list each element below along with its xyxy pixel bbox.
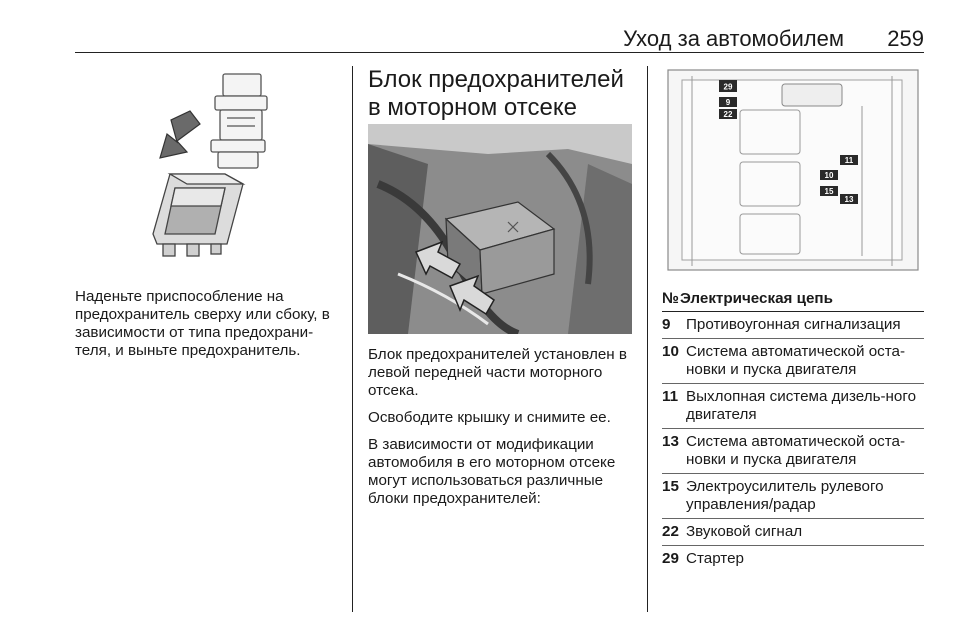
table-row xyxy=(662,312,924,339)
fuse-label-15-text: 15 xyxy=(824,187,834,196)
circuit-name: Выхлопная система дизель-ного двигателя xyxy=(686,388,917,423)
column-divider-left xyxy=(352,66,353,612)
fuse-number: 13 xyxy=(662,433,679,450)
column-header-circuit: Электрическая цепь xyxy=(680,290,833,307)
fuse-label-22-text: 22 xyxy=(723,110,733,119)
fuse-number: 29 xyxy=(662,550,679,567)
circuit-table xyxy=(662,289,924,572)
column-divider-right xyxy=(647,66,648,612)
fuse-layout-diagram xyxy=(662,66,924,276)
circuit-name: Противоугонная сигнализация xyxy=(686,316,901,333)
extraction-instructions: Наденьте приспособление на предохранитель сверху или сбоку, в зависимости от типа предохрани-теля, и выньте предохранитель. xyxy=(75,288,330,359)
fuse-number-label-9 xyxy=(719,97,737,107)
fuse-label-29-text: 29 xyxy=(723,82,733,92)
table-row xyxy=(662,474,924,519)
insert-arrow-icon xyxy=(160,111,200,158)
table-row xyxy=(662,519,924,546)
fuse-number-label-15 xyxy=(820,186,838,196)
circuit-name: Система автоматической оста-новки и пуска двигателя xyxy=(686,433,906,468)
fuse-extractor-illustration xyxy=(75,66,337,276)
fuse-number-label-10 xyxy=(820,170,838,180)
fuse-number-label-22 xyxy=(719,109,737,119)
header-title: Уход за автомобилем xyxy=(623,26,844,51)
fuse-number: 10 xyxy=(662,343,679,360)
fuse-box-description xyxy=(368,346,636,517)
location-paragraph: Блок предохранителей установлен в левой передней части моторного отсека. xyxy=(368,346,627,399)
section-heading: Блок предохранителей в моторном отсеке xyxy=(368,66,624,121)
table-row xyxy=(662,384,924,429)
fuse-number: 22 xyxy=(662,523,679,540)
cover-paragraph: Освободите крышку и снимите ее. xyxy=(368,409,611,426)
fuse-number-label-29 xyxy=(719,80,737,92)
engine-compartment-photo xyxy=(368,124,632,334)
table-row xyxy=(662,546,924,572)
table-row xyxy=(662,339,924,384)
variants-paragraph: В зависимости от модификации автомобиля в его моторном отсеке могут использоваться различные блоки предохранителей: xyxy=(368,436,616,507)
fuse-layout-drawing xyxy=(662,66,924,276)
circuit-name: Электроусилитель рулевого управления/радар xyxy=(686,478,884,513)
fuse-number: 9 xyxy=(662,316,671,333)
fuse-icon xyxy=(211,74,267,168)
table-row xyxy=(662,429,924,474)
column-header-number: № xyxy=(662,290,679,307)
fuse-label-10-text: 10 xyxy=(824,171,834,180)
fuse-puller-icon xyxy=(153,174,243,256)
fuse-number-label-13 xyxy=(840,194,858,204)
fuse-label-13-text: 13 xyxy=(844,195,854,204)
fuse-extractor-drawing xyxy=(75,66,337,276)
fuse-number: 15 xyxy=(662,478,679,495)
circuit-name: Стартер xyxy=(686,550,744,567)
fuse-label-9-text: 9 xyxy=(725,98,731,107)
fuse-number-label-11 xyxy=(840,155,858,165)
fuse-label-11-text: 11 xyxy=(844,156,854,165)
fuse-number: 11 xyxy=(662,388,679,405)
running-header xyxy=(75,22,924,53)
page-number: 259 xyxy=(887,26,924,51)
circuit-name: Звуковой сигнал xyxy=(686,523,803,540)
circuit-name: Система автоматической оста-новки и пуска двигателя xyxy=(686,343,906,378)
engine-compartment-drawing xyxy=(368,124,632,334)
table-header xyxy=(662,289,924,312)
